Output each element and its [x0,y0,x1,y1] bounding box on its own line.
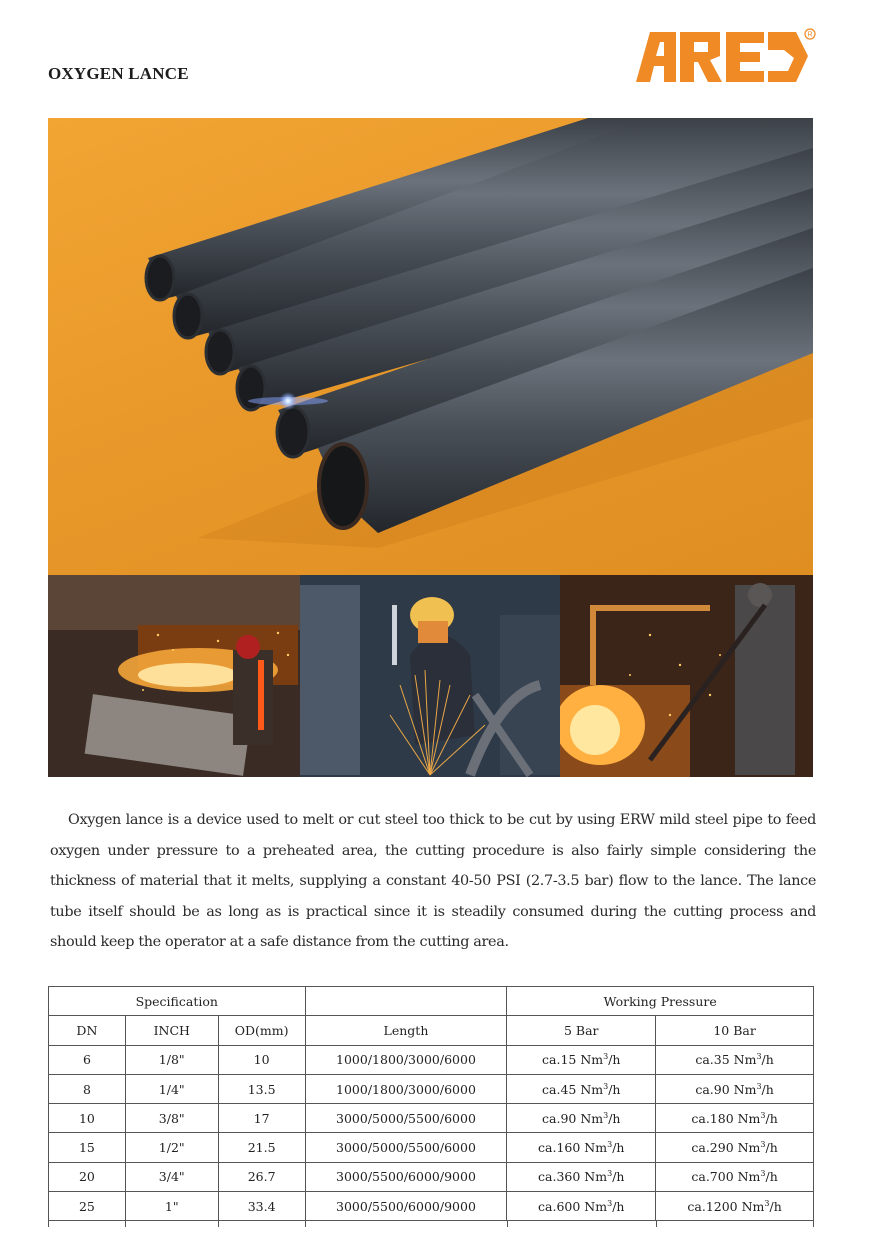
cell-length: 3000/5500/6000/9000 [305,1162,507,1191]
cell-od: 10 [218,1045,305,1074]
ares-logo [636,26,816,86]
group-header-blank [305,987,507,1016]
cell-od: 21.5 [218,1133,305,1162]
photo-strip [48,575,813,777]
cell-dn: 6 [49,1045,126,1074]
column-header-10-bar: 10 Bar [656,1016,814,1045]
cell-10-bar: ca.180 Nm$^3$/h [656,1104,814,1133]
cell-10-bar: ca.35 Nm$^3$/h [656,1045,814,1074]
table-row [49,1162,814,1191]
cell-inch: 1/8" [125,1045,218,1074]
cell-dn: 8 [49,1074,126,1103]
cell-length: 1000/1800/3000/6000 [305,1045,507,1074]
cell-dn: 20 [49,1162,126,1191]
column-header-dn: DN [49,1016,126,1045]
cell-5-bar: ca.600 Nm$^3$/h [507,1192,656,1221]
group-header-specification: Specification [49,987,306,1016]
cell-od: 17 [218,1104,305,1133]
cell-inch: 1" [125,1192,218,1221]
cell-5-bar: ca.360 Nm$^3$/h [507,1162,656,1191]
table-row [49,1074,814,1103]
cell-inch: 3/8" [125,1104,218,1133]
cell-5-bar: ca.45 Nm$^3$/h [507,1074,656,1103]
cell-10-bar: ca.290 Nm$^3$/h [656,1133,814,1162]
cell-dn: 15 [49,1133,126,1162]
cell-10-bar: ca.1200 Nm$^3$/h [656,1192,814,1221]
photo-worker-lancing-furnace [48,575,300,777]
page-title: OXYGEN LANCE [48,64,189,83]
cell-5-bar: ca.90 Nm$^3$/h [507,1104,656,1133]
cell-5-bar: ca.15 Nm$^3$/h [507,1045,656,1074]
table-row [49,1192,814,1221]
cell-od: 33.4 [218,1192,305,1221]
photo-worker-molten-steel [560,575,813,777]
table-row [49,1104,814,1133]
column-header-inch: INCH [125,1016,218,1045]
cell-length: 3000/5500/6000/9000 [305,1192,507,1221]
photo-worker-hardhat-sparks [300,575,560,777]
table-row [49,1045,814,1074]
cell-10-bar: ca.700 Nm$^3$/h [656,1162,814,1191]
table-group-header-row [49,987,814,1016]
cell-dn: 25 [49,1192,126,1221]
product-description: Oxygen lance is a device used to melt or cut steel too thick to be cut by using ERW mild steel pipe to feed oxygen under pressure to a preheated area, the cutting procedure is also fairly simple considering the thickness of material that it melts, supplying a constant 40-50 PSI (2.7-3.5 bar) flow to the lance. The lance tube itself should be as long as is practical since it is steadily consumed during the cutting process and should keep the operator at a safe distance from the cutting area. [50,812,816,950]
cell-inch: 3/4" [125,1162,218,1191]
column-header-5-bar: 5 Bar [507,1016,656,1045]
table-column-header-row [49,1016,814,1045]
hero-image-oxygen-lance-pipes [48,118,813,576]
cell-10-bar: ca.90 Nm$^3$/h [656,1074,814,1103]
cell-length: 3000/5000/5500/6000 [305,1104,507,1133]
cell-5-bar: ca.160 Nm$^3$/h [507,1133,656,1162]
column-header-od: OD(mm) [218,1016,305,1045]
column-header-length: Length [305,1016,507,1045]
cell-dn: 10 [49,1104,126,1133]
cell-length: 1000/1800/3000/6000 [305,1074,507,1103]
svg-text:R: R [807,31,813,39]
cell-inch: 1/2" [125,1133,218,1162]
cell-length: 3000/5000/5500/6000 [305,1133,507,1162]
group-header-working-pressure: Working Pressure [507,987,814,1016]
cell-od: 26.7 [218,1162,305,1191]
table-row [49,1133,814,1162]
ares-logo-icon [636,26,816,86]
cell-od: 13.5 [218,1074,305,1103]
specification-table [48,986,814,1221]
table-continuation-lines [48,1221,814,1227]
cell-inch: 1/4" [125,1074,218,1103]
